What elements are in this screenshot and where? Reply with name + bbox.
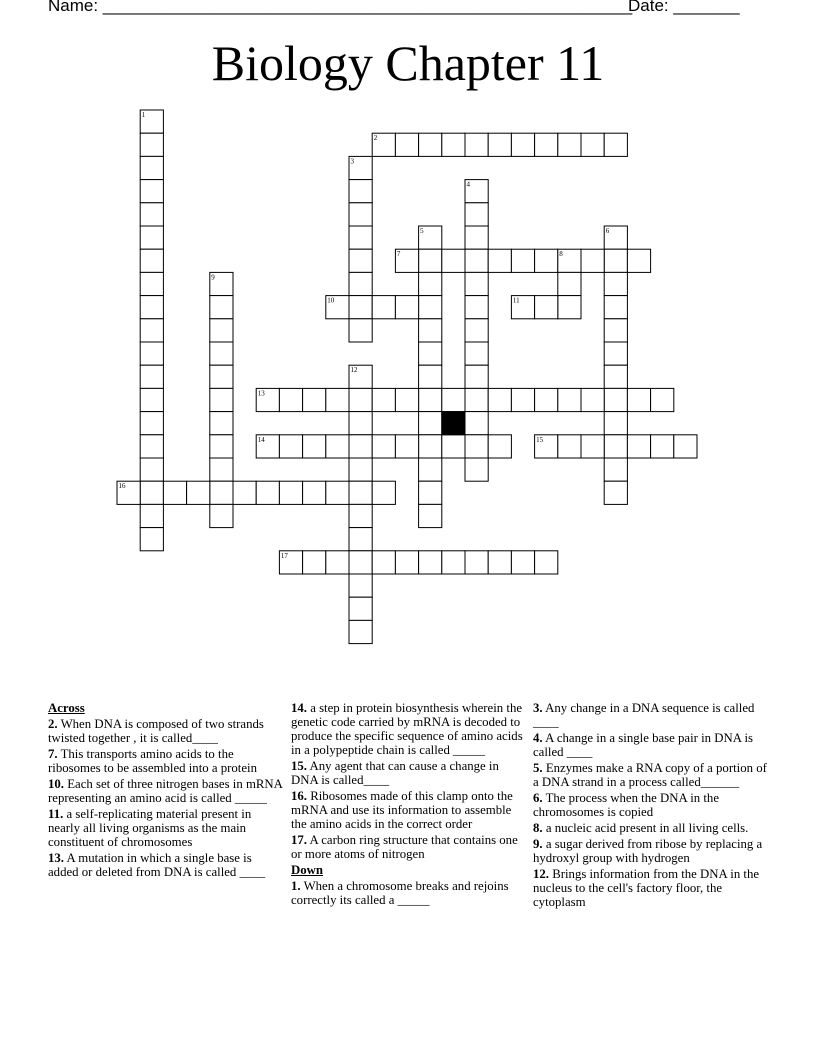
grid-cell[interactable] [210,296,233,319]
grid-cell[interactable] [349,272,372,295]
clue-down-4: 4. A change in a single base pair in DNA is called ____ [533,731,754,759]
clue-across-10: 10. Each set of three nitrogen bases in mRNA representing an amino acid is called _____ [48,777,283,805]
clue-number-6: 6 [605,227,610,235]
clue-column-3 [533,701,769,911]
grid-cell[interactable] [140,458,163,481]
grid-cell[interactable] [349,597,372,620]
grid-cell[interactable] [488,133,511,156]
grid-cell[interactable] [140,365,163,388]
grid-cell[interactable] [465,203,488,226]
clue-across-7: 7. This transports amino acids to the ribosomes to be assembled into a protein [48,747,257,775]
grid-cell[interactable] [442,388,465,411]
across-heading: Across [48,701,85,715]
grid-cell[interactable] [349,296,372,319]
clue-down-8: 8. a nucleic acid present in all living cells. [533,821,749,835]
grid-cell[interactable] [465,458,488,481]
grid-cell[interactable] [419,412,442,435]
grid-cell[interactable] [581,133,604,156]
grid-cell[interactable] [279,481,302,504]
grid-cell[interactable] [535,296,558,319]
grid-cell[interactable] [349,458,372,481]
clue-number-15: 15 [536,435,544,444]
grid-cell[interactable] [279,388,302,411]
grid-cell[interactable] [163,481,186,504]
clue-number-3: 3 [350,157,354,166]
grid-cell[interactable] [419,296,442,319]
grid-cell[interactable] [604,249,627,272]
grid-cell[interactable] [488,249,511,272]
grid-cell[interactable] [465,249,488,272]
grid-cell[interactable] [210,388,233,411]
grid-cell[interactable] [303,551,326,574]
grid-cell[interactable] [372,388,395,411]
grid-cell[interactable] [349,551,372,574]
grid-cell[interactable] [558,388,581,411]
grid-cell[interactable] [419,272,442,295]
clue-across-15: 15. Any agent that can cause a change in DNA is called____ [291,759,499,787]
grid-cell[interactable] [488,435,511,458]
clue-number-13: 13 [257,389,265,398]
clue-column-1 [48,701,284,881]
grid-cell[interactable] [140,226,163,249]
grid-cell[interactable] [419,435,442,458]
grid-cell[interactable] [558,296,581,319]
grid-cell[interactable] [604,342,627,365]
grid-cell[interactable] [419,504,442,527]
grid-cell[interactable] [210,458,233,481]
clue-number-8: 8 [559,250,563,259]
grid-cell[interactable] [349,319,372,342]
grid-cell[interactable] [465,551,488,574]
grid-cell[interactable] [465,133,488,156]
grid-cell[interactable] [604,133,627,156]
grid-cell[interactable] [140,435,163,458]
grid-cell[interactable] [140,412,163,435]
grid-cell[interactable] [442,435,465,458]
grid-cell[interactable] [419,342,442,365]
grid-cell[interactable] [326,481,349,504]
grid-cell[interactable] [651,435,674,458]
grid-cell[interactable] [303,435,326,458]
grid-cell[interactable] [210,365,233,388]
grid-cell[interactable] [349,481,372,504]
page-title: Biology Chapter 11 [211,35,605,91]
grid-cell[interactable] [349,528,372,551]
grid-cell[interactable] [326,551,349,574]
grid-cell[interactable] [395,435,418,458]
clue-down-12: 12. Brings information from the DNA in the nucleus to the cell's factory floor, the cytoplasm [533,867,760,909]
clue-across-11: 11. a self-replicating material present in nearly all living organisms as the main constituent of chromosomes [48,807,252,849]
grid-cell[interactable] [210,481,233,504]
clue-across-16: 16. Ribosomes made of this clamp onto the mRNA and use its information to assemble the amino acids in the correct order [291,789,513,831]
grid-cell[interactable] [581,435,604,458]
grid-cell[interactable] [140,388,163,411]
grid-cell[interactable] [465,365,488,388]
grid-cell[interactable] [465,388,488,411]
clue-down-1: 1. When a chromosome breaks and rejoins correctly its called a _____ [291,879,509,907]
grid-cell[interactable] [210,412,233,435]
grid-cell[interactable] [604,435,627,458]
grid-cell[interactable] [627,388,650,411]
grid-cell[interactable] [349,574,372,597]
grid-cell[interactable] [326,435,349,458]
clue-down-9: 9. a sugar derived from ribose by replacing a hydroxyl group with hydrogen [533,837,763,865]
grid-cell[interactable] [349,249,372,272]
grid-cell[interactable] [535,388,558,411]
grid-cell[interactable] [233,481,256,504]
grid-cell[interactable] [303,388,326,411]
black-cell [442,412,465,435]
grid-cell[interactable] [442,249,465,272]
grid-cell[interactable] [303,481,326,504]
clue-across-14: 14. a step in protein biosynthesis wherein the genetic code carried by mRNA is decoded to produce the specific sequence of amino acids in a polypeptide chain is called _____ [291,701,523,757]
clue-number-16: 16 [118,482,126,491]
grid-cell[interactable] [604,481,627,504]
grid-cell[interactable] [419,319,442,342]
grid-cell[interactable] [349,435,372,458]
grid-cell[interactable] [558,272,581,295]
grid-cell[interactable] [210,342,233,365]
grid-cell[interactable] [488,551,511,574]
grid-cell[interactable] [581,388,604,411]
grid-cell[interactable] [465,319,488,342]
grid-cell[interactable] [372,435,395,458]
clue-number-9: 9 [211,273,215,282]
grid-cell[interactable] [465,342,488,365]
grid-cell[interactable] [372,296,395,319]
grid-cell[interactable] [442,133,465,156]
grid-cell[interactable] [210,319,233,342]
grid-cell[interactable] [604,458,627,481]
grid-cell[interactable] [140,342,163,365]
grid-cell[interactable] [511,249,534,272]
grid-cell[interactable] [465,272,488,295]
grid-cell[interactable] [535,551,558,574]
grid-cell[interactable] [604,388,627,411]
grid-cell[interactable] [349,504,372,527]
clue-number-2: 2 [373,134,378,143]
grid-cell[interactable] [442,551,465,574]
grid-cell[interactable] [419,133,442,156]
grid-cell[interactable] [395,551,418,574]
clue-across-2: 2. When DNA is composed of two strands twisted together , it is called____ [48,717,264,745]
grid-cell[interactable] [349,388,372,411]
grid-cell[interactable] [651,388,674,411]
grid-cell[interactable] [140,319,163,342]
grid-cell[interactable] [604,412,627,435]
grid-cell[interactable] [326,388,349,411]
grid-cell[interactable] [419,388,442,411]
clue-down-6: 6. The process when the DNA in the chromosomes is copied [533,791,720,819]
grid-cell[interactable] [488,388,511,411]
grid-cell[interactable] [558,435,581,458]
grid-cell[interactable] [465,226,488,249]
grid-cell[interactable] [511,388,534,411]
clue-number-5: 5 [420,227,424,235]
grid-cell[interactable] [140,481,163,504]
grid-cell[interactable] [372,551,395,574]
grid-cell[interactable] [187,481,210,504]
clue-number-1: 1 [141,111,146,119]
grid-cell[interactable] [581,249,604,272]
grid-cell[interactable] [256,481,279,504]
grid-cell[interactable] [604,272,627,295]
clue-number-7: 7 [396,250,401,259]
clue-across-17: 17. A carbon ring structure that contains one or more atoms of nitrogen [291,833,518,861]
grid-cell[interactable] [604,319,627,342]
grid-cell[interactable] [349,620,372,643]
clue-number-17: 17 [280,551,288,560]
grid-cell[interactable] [419,249,442,272]
grid-cell[interactable] [210,435,233,458]
grid-cell[interactable] [604,296,627,319]
grid-cell[interactable] [465,296,488,319]
grid-cell[interactable] [604,365,627,388]
name-field-label: Name: ________________________________________________________ [48,0,633,15]
grid-cell[interactable] [535,249,558,272]
grid-cell[interactable] [349,226,372,249]
grid-cell[interactable] [558,133,581,156]
grid-cell[interactable] [349,412,372,435]
down-heading: Down [291,863,323,877]
grid-cell[interactable] [674,435,697,458]
clue-down-3: 3. Any change in a DNA sequence is called ____ [533,701,755,729]
grid-cell[interactable] [372,481,395,504]
grid-cell[interactable] [395,133,418,156]
clue-column-2 [291,701,527,909]
grid-cell[interactable] [349,203,372,226]
grid-cell[interactable] [395,296,418,319]
grid-cell[interactable] [419,481,442,504]
grid-cell[interactable] [140,272,163,295]
clue-down-5: 5. Enzymes make a RNA copy of a portion of a DNA strand in a process called______ [533,761,767,789]
grid-cell[interactable] [535,133,558,156]
grid-cell[interactable] [627,435,650,458]
grid-cell[interactable] [511,133,534,156]
clue-number-12: 12 [350,366,358,375]
grid-cell[interactable] [140,249,163,272]
grid-cell[interactable] [511,551,534,574]
grid-cell[interactable] [140,133,163,156]
clue-across-13: 13. A mutation in which a single base is added or deleted from DNA is called ____ [48,851,266,879]
grid-cell[interactable] [279,435,302,458]
grid-cell[interactable] [140,156,163,179]
clue-number-10: 10 [327,296,335,305]
grid-cell[interactable] [140,296,163,319]
grid-cell[interactable] [140,528,163,551]
date-field-label: Date: _______ [628,0,740,15]
clue-number-11: 11 [512,296,520,305]
grid-cell[interactable] [627,249,650,272]
grid-cell[interactable] [419,458,442,481]
grid-cell[interactable] [419,365,442,388]
grid-cell[interactable] [465,435,488,458]
clue-number-14: 14 [257,435,265,444]
clue-number-4: 4 [466,180,470,189]
grid-cell[interactable] [140,504,163,527]
grid-cell[interactable] [140,203,163,226]
grid-cell[interactable] [419,551,442,574]
grid-cell[interactable] [140,180,163,203]
grid-cell[interactable] [395,388,418,411]
grid-cell[interactable] [210,504,233,527]
grid-cell[interactable] [349,180,372,203]
grid-cell[interactable] [465,412,488,435]
